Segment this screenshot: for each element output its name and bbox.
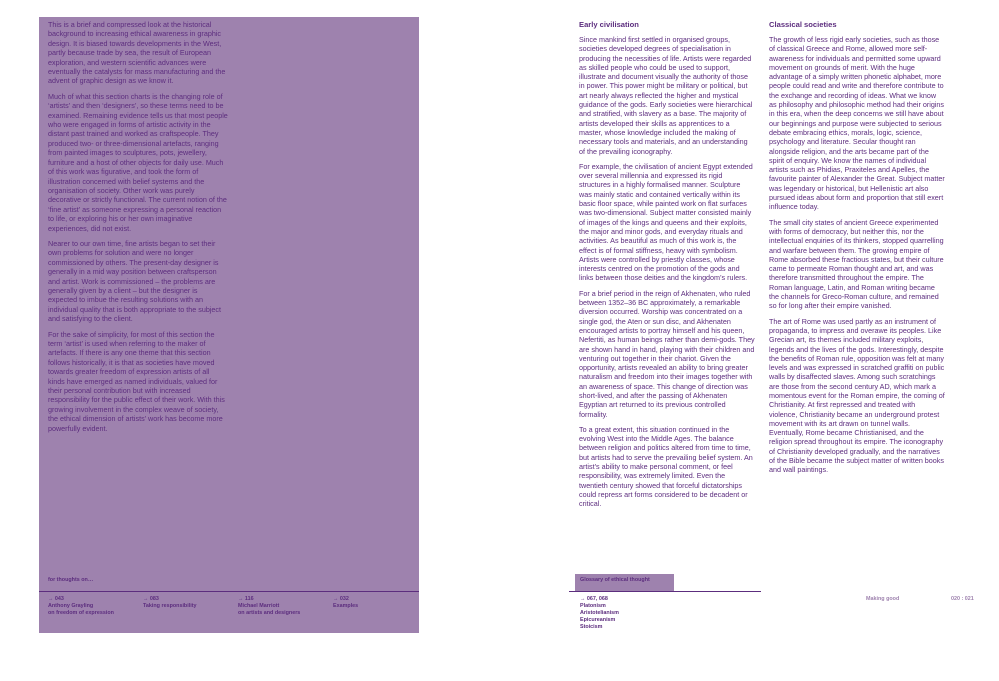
glossary-item: Aristotelianism (580, 610, 619, 616)
body-paragraph: To a great extent, this situation continued in the evolving West into the Middle Ages. The balance between religion and politics altered from time to time, but artists had to serve the prevailing belief system. An artist’s ability to make personal comment, or feel responsibility, was extremely limited. Even the twentieth century showed that forceful dictatorships could repress art forms considered to be decadent or critical. (579, 424, 753, 509)
page-reference: → 067, 068 (580, 596, 608, 602)
running-footer-section: Making good (866, 596, 900, 602)
intro-paragraph: Much of what this section charts is the changing role of ‘artists’ and then ‘designers’, so these terms need to be examined. Remaining evidence tells us that most people who were engaged in forms of artistic activity in the distant past trained and worked as craftspeople. They produced two- or three-dimensional artefacts, ranging from painted images to sculptures, pots, jewellery, furniture and a host of other objects for daily use. Much of this work was figurative, and took the form of illustration concerned with belief systems and the organisation of society. Other work was purely decorative or strictly functional. The current notion of the ‘fine artist’ as someone expressing a personal reaction to life, or exploring his or her own imaginative experiences, did not exist. (48, 91, 228, 233)
intro-text (48, 20, 228, 439)
page-reference: → 043 (48, 596, 64, 602)
section-heading: Classical societies (769, 20, 837, 29)
cross-reference-link[interactable] (238, 596, 300, 617)
glossary-link[interactable] (580, 596, 619, 631)
intro-paragraph: For the sake of simplicity, for most of this section the term ‘artist’ is used when referring to the maker of artefacts. If there is any one theme that this section follows historically, it is that as societies have moved towards greater freedom of expression artists of all kinds have emerged as named individuals, valued for their personal contribution but with increased responsibility for the public effect of their work. With this growing involvement in the complex weave of society, the ethical dimension of artists’ work has become more powerfully evident. (48, 329, 225, 433)
thoughts-label: for thoughts on… (48, 577, 94, 583)
cross-reference-link[interactable] (143, 596, 197, 610)
body-paragraph: The art of Rome was used partly as an instrument of propaganda, to impress and overawe its peoples. Like Grecian art, its themes included military exploits, legends and the lives of the gods. Interestingly, despite the benefits of Roman rule, opposition was felt at many levels and was expressed in scratched graffiti on public walls by disaffected slaves. Among such scratchings are those from the second century AD, which mark a momentous event for the Roman empire, the coming of Christianity. At first repressed and treated with violence, Christianity became an underground protest movement with its art drawn on tunnel walls. Eventually, Rome became Christianised, and the religion spread throughout its empire. The iconography of Christianity developed gradually, and the narratives of the Bible became the subject matter of written books and wall paintings. (769, 316, 945, 475)
body-paragraph: For a brief period in the reign of Akhenaten, who ruled between 1352–36 BC approximately, a remarkable diversion occurred. Worship was concentrated on a single god, the Aten or sun disc, and Akhenaten encouraged artists to portray himself and his queen, Nefertiti, as human beings rather than demi-gods. They are shown hand in hand, playing with their children and venturing out together in their chariot. Given the opportunity, artists revealed an ability to bring greater naturalism and freedom into their images together with an awareness of space. This change of direction was short-lived, and after the passing of Akhenaten Egyptian art returned to its previous controlled formality. (579, 288, 755, 419)
glossary-label: Glossary of ethical thought (580, 577, 650, 583)
cross-reference-link[interactable] (48, 596, 114, 617)
reference-title: Michael Marriott (238, 603, 280, 609)
section-heading: Early civilisation (579, 20, 639, 29)
divider (569, 591, 761, 592)
glossary-item: Platonism (580, 603, 606, 609)
body-paragraph: The small city states of ancient Greece experimented with forms of democracy, but neither this, nor the intellectual enquiries of its thinkers, stopped quarrelling and warfare between them. The growing empire of Rome absorbed these fractious states, but their culture came to permeate Roman thought and art, and was therefore transmitted throughout the empire. The Roman language, Latin, and Roman writing became the channels for Greco-Roman culture, and remained so for long after their empire vanished. (769, 217, 944, 311)
classical-societies-column (769, 20, 945, 481)
page-reference: → 116 (238, 596, 254, 602)
reference-title: Taking responsibility (143, 603, 197, 609)
cross-reference-link[interactable] (333, 596, 358, 610)
body-paragraph: For example, the civilisation of ancient Egypt extended over several millennia and expressed its rigid structures in a highly formalised manner. Sculpture was mainly static and contained vertically within its basic floor space, while painted work on flat surfaces was two-dimensional. Subject matter consisted mainly of images of the kings and queens and their exploits, the major and minor gods, and everyday rituals and activities. As beautiful as much of this work is, the effect is of formal stiffness, heavy with symbolism. Artists were controlled by priestly classes, whose interests centred on the promotion of the gods and links between those deities and the kingdom’s rulers. (579, 161, 753, 283)
intro-paragraph: Nearer to our own time, fine artists began to set their own problems for solution and were no longer commissioned by others. The present-day designer is generally in a mid way position between craftsperson and artist. Work is commissioned – the problems are generally given by a client – but the designer is expected to imbue the resulting solutions with an individual quality that is both appropriate to the subject and satisfying to the client. (48, 238, 222, 324)
glossary-item: Stoicism (580, 624, 603, 630)
reference-subtitle: on freedom of expression (48, 610, 114, 616)
body-paragraph: The growth of less rigid early societies, such as those of classical Greece and Rome, allowed more self-awareness for individuals and permitted some upward movement on grounds of merit. With the huge advantage of a simply written phonetic alphabet, more people could read and write and therefore contribute to the exchange and recording of ideas. What we know as philosophy and philosophic method had their origins in this era, when the deep concerns we still have about our beginnings and purpose were subjected to serious debate embracing ethics, morals, logic, science, psychology and literature. Secular thought ran alongside religion, and the arts became part of the spirit of enquiry. We know the names of individual artists such as Phidias, Praxiteles and Apelles, the favourite painter of Alexander the Great. Subject matter was legendary or historical, but Hellenistic art also pursued ideas about form and proportion that still exert influence today. (769, 35, 945, 212)
reference-subtitle: on artists and designers (238, 610, 301, 616)
reference-title: Examples (333, 603, 359, 609)
page-numbers: 020 : 021 (951, 596, 974, 602)
intro-paragraph: This is a brief and compressed look at the historical background to increasing ethical awareness in graphic design. It is biased towards developments in the West, partly because trade by sea, the result of European exploration, and western scientific advances were eventually the catalysts for mass manufacturing and the advent of graphic design as we know it. (48, 20, 226, 86)
glossary-item: Epicureanism (580, 617, 616, 623)
body-paragraph: Since mankind first settled in organised groups, societies developed degrees of specialisation in producing the necessities of life. Artists were regarded as skilled people who could be used to support, illustrate and document visually the authority of those in power. This power might be military or political, but art nearly always reflected the higher and mystical guidance of the gods. Early societies were hierarchical and stratified, with slavery as a base. The majority of artists developed their skills as apprentices to a master, whose knowledge included the making of necessary tools and materials, and an understanding of the prevailing iconography. (579, 35, 753, 156)
early-civilisation-column (579, 20, 755, 515)
reference-title: Anthony Grayling (48, 603, 94, 609)
page-reference: → 083 (143, 596, 159, 602)
page-reference: → 032 (333, 596, 349, 602)
